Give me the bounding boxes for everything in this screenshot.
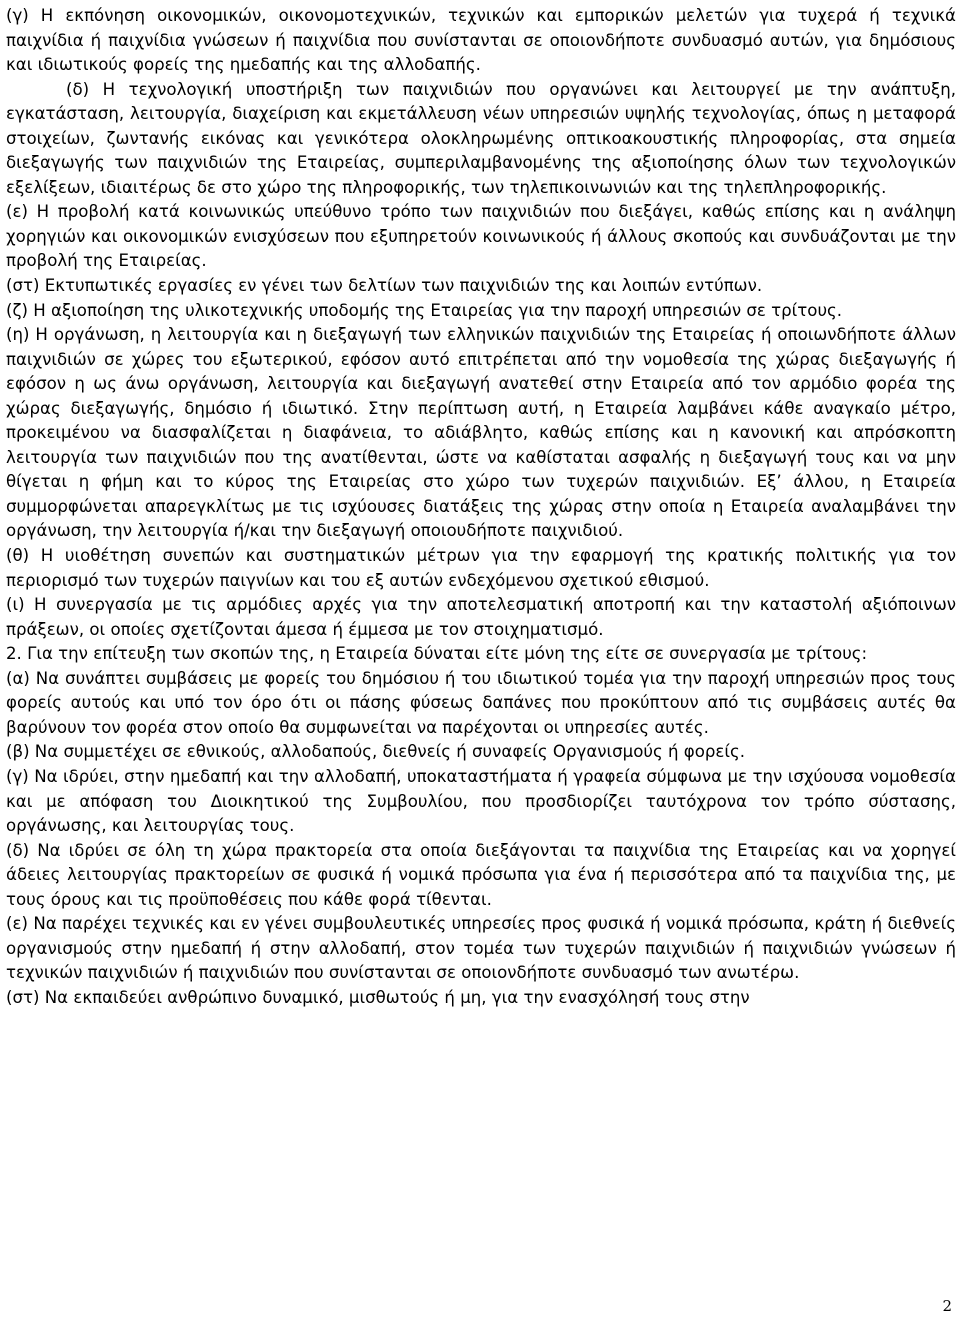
paragraph-eta-foreign-games: (η) Η οργάνωση, η λειτουργία και η διεξαγωγή των ελληνικών παιχνιδιών της Εταιρείας ή οποιωνδήποτε άλλων παιχνιδιών σε χώρες του εξωτερικού, εφόσον αυτό επιτρέπεται από την νομοθεσία της χώρας διεξαγωγής ή εφόσον η ως άνω οργάνωση, λειτουργία και διεξαγωγή ανατεθεί στην Εταιρεία από τον αρμόδιο φορέα της χώρας διεξαγωγής, δημόσιο ή ιδιωτικό. Στην περίπτωση αυτή, η Εταιρεία λαμβάνει κάθε αναγκαίο μέτρο, προκειμένου να διασφαλίζεται η διαφάνεια, το αδιάβλητο, καθώς επίσης και η κανονική και απρόσκοπτη λειτουργία των παιχνιδιών που της ανατίθενται, ώστε να καθίσταται ασφαλής η διεξαγωγή τους και να μην θίγεται η φήμη και το κύρος της Εταιρείας στο χώρο των τυχερών παιχνιδιών. Εξ’ άλλου, η Εταιρεία συμμορφώνεται απαρεγκλίτως με τις ισχύουσες διατάξεις της χώρας στην οποία η Εταιρεία αναλαμβάνει την οργάνωση, την λειτουργία ή/και την διεξαγωγή οποιουδήποτε παιχνιδιού. [6,325,956,541]
paragraph-iota-cooperation: (ι) Η συνεργασία με τις αρμόδιες αρχές για την αποτελεσματική αποτροπή και την καταστολή αξιόποινων πράξεων, οι οποίες σχετίζονται άμεσα ή έμμεσα με τον στοιχηματισμό. [6,595,956,639]
paragraph-beta-organizations: (β) Να συμμετέχει σε εθνικούς, αλλοδαπούς, διεθνείς ή συναφείς Οργανισμούς ή φορείς. [6,742,746,762]
paragraph-st-training: (στ) Να εκπαιδεύει ανθρώπινο δυναμικό, μισθωτούς ή μη, για την ενασχόλησή τους στην [6,987,750,1007]
page-number: 2 [942,1297,952,1315]
paragraph-theta-addiction-policy: (θ) Η υιοθέτηση συνεπών και συστηματικών μέτρων για την εφαρμογή της κρατικής πολιτικής για τον περιορισμό των τυχερών παιγνίων και του εξ αυτών ενδεχόμενου σχετικού εθισμού. [6,546,956,590]
paragraph-st-printing: (στ) Εκτυπωτικές εργασίες εν γένει των δελτίων των παιχνιδιών της και λοιπών εντύπων. [6,276,763,296]
paragraph-section-2-intro: 2. Για την επίτευξη των σκοπών της, η Εταιρεία δύναται είτε μόνη της είτε σε συνεργασία με τρίτους: [6,644,868,664]
paragraph-zeta-infrastructure: (ζ) Η αξιοποίηση της υλικοτεχνικής υποδομής της Εταιρείας για την παροχή υπηρεσιών σε τρίτους. [6,300,843,320]
paragraph-epsilon-consulting: (ε) Να παρέχει τεχνικές και εν γένει συμβουλευτικές υπηρεσίες προς φυσικά ή νομικά πρόσωπα, κράτη ή διεθνείς οργανισμούς στην ημεδαπή ή στην αλλοδαπή, στον τομέα των τυχερών παιχνιδιών ή παιχνιδιών γνώσεων ή τεχνικών παιχνιδιών ή παιχνιδιών που συνίστανται σε οποιονδήποτε συνδυασμό των ανωτέρω. [6,914,956,983]
paragraph-delta-agencies: (δ) Να ιδρύει σε όλη τη χώρα πρακτορεία στα οποία διεξάγονται τα παιχνίδια της Εταιρείας και να χορηγεί άδειες λειτουργίας πρακτορείων σε φυσικά ή νομικά πρόσωπα για ένα ή περισσότερα από τα παιχνίδια της, με τους όρους και τις προϋποθέσεις που κάθε φορά τίθενται. [6,840,956,909]
paragraph-alpha-contracts: (α) Να συνάπτει συμβάσεις με φορείς του δημόσιου ή του ιδιωτικού τομέα για την παροχή υπηρεσιών προς τους φορείς αυτούς και υπό τον όρο ότι οι πάσης φύσεως δαπάνες που προκύπτουν από τις συμβάσεις αυτές θα βαρύνουν τον φορέα στον οποίο θα συμφωνείται να παρέχονται οι υπηρεσίες αυτές. [6,668,956,737]
document-page [6,4,956,1010]
paragraph-delta-tech-support: (δ) Η τεχνολογική υποστήριξη των παιχνιδιών που οργανώνει και λειτουργεί με την ανάπτυξη, εγκατάσταση, λειτουργία, διαχείριση και εκμετάλλευση νέων υπηρεσιών υψηλής τεχνολογίας, όπως η μεταφορά στοιχείων, ζωντανής εικόνας και γενικότερα ολοκληρωμένης οπτικοακουστικής πληροφορίας, στα σημεία διεξαγωγής των παιχνιδιών της Εταιρείας, συμπεριλαμβανομένης της αξιοποίησης όλων των τεχνολογικών εξελίξεων, ιδιαιτέρως δε στο χώρο της πληροφορικής, των τηλεπικοινωνιών και της τηλεπληροφορικής. [6,79,956,197]
paragraph-gamma-studies: (γ) Η εκπόνηση οικονομικών, οικονομοτεχνικών, τεχνικών και εμπορικών μελετών για τυχερά ή τεχνικά παιχνίδια ή παιχνίδια γνώσεων ή παιχνίδια που συνίστανται σε οποιονδήποτε συνδυασμό αυτών, για δημόσιους και ιδιωτικούς φορείς της ημεδαπής και της αλλοδαπής. [6,6,956,75]
paragraph-epsilon-promotion: (ε) Η προβολή κατά κοινωνικώς υπεύθυνο τρόπο των παιχνιδιών που διεξάγει, καθώς επίσης και η ανάληψη χορηγιών και οικονομικών ενισχύσεων που εξυπηρετούν κοινωνικούς ή άλλους σκοπούς και συνδυάζονται με την προβολή της Εταιρείας. [6,202,956,271]
paragraph-gamma-branches: (γ) Να ιδρύει, στην ημεδαπή και την αλλοδαπή, υποκαταστήματα ή γραφεία σύμφωνα με την ισχύουσα νομοθεσία και με απόφαση του Διοικητικού της Συμβουλίου, που προσδιορίζει ταυτόχρονα τον τρόπο σύστασης, οργάνωσης, και λειτουργίας τους. [6,766,956,836]
